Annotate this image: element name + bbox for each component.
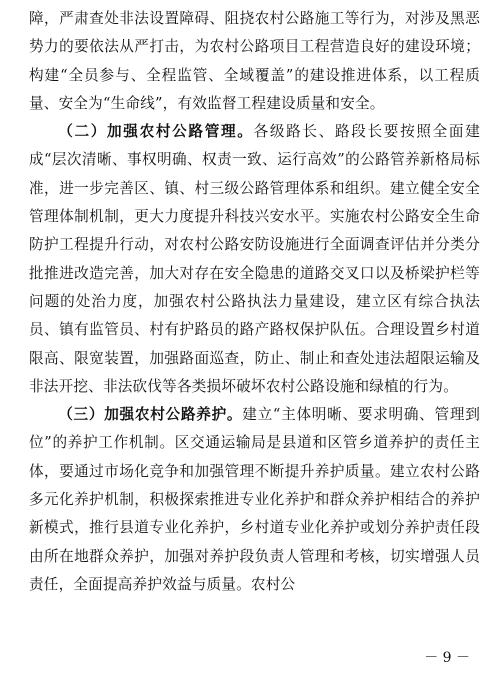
page-number: － 9 －	[424, 650, 470, 666]
paragraph-2-text: 各级路长、路段长要按照全面建成“层次清晰、事权明确、权责一致、运行高效”的公路管养新格局标准，进一步完善区、镇、村三级公路管理体系和组织。建立健全安全管理体制机制，更大力度提升科技兴安水平。实施农村公路安全生命防护工程提升行动，对农村公路安防设施进行全面调查评估并分类分批推进改造完善，加大对存在安全隐患的道路交叉口以及桥梁护栏等问题的处治力度，加强农村公路执法力量建设，建立区有综合执法员、镇有监管员、村有护路员的路产路权保护队伍。合理设置乡村道限高、限宽装置，加强路面巡查，防止、制止和查处违法超限运输及非法开挖、非法砍伐等各类损坏破坏农村公路设施和绿植的行为。	[29, 123, 480, 395]
paragraph-3	[29, 401, 480, 599]
paragraph-2	[29, 118, 480, 401]
paragraph-1-text: 障，严肃查处非法设置障碍、阻挠农村公路施工等行为，对涉及黑恶势力的要依法从严打击，为农村公路项目工程营造良好的建设环境；构建“全员参与、全程监管、全域覆盖”的建设推进体系，以工程质量、安全为“生命线”，有效监督工程建设质量和安全。	[29, 10, 480, 112]
paragraph-3-text: 建立“主体明晰、要求明确、管理到位”的养护工作机制。区交通运输局是县道和区管乡道养护的责任主体，要通过市场化竞争和加强管理不断提升养护质量。建立农村公路多元化养护机制，积极探索推进专业化养护和群众养护相结合的养护新模式，推行县道专业化养护，乡村道专业化养护或划分养护责任段由所在地群众养护，加强对养护段负责人管理和考核，切实增强人员责任，全面提高养护效益与质量。农村公	[29, 406, 480, 593]
section-heading-3: （三）加强农村公路养护。	[58, 406, 243, 424]
paragraph-1	[29, 5, 480, 118]
section-heading-2: （二）加强农村公路管理。	[58, 123, 254, 141]
